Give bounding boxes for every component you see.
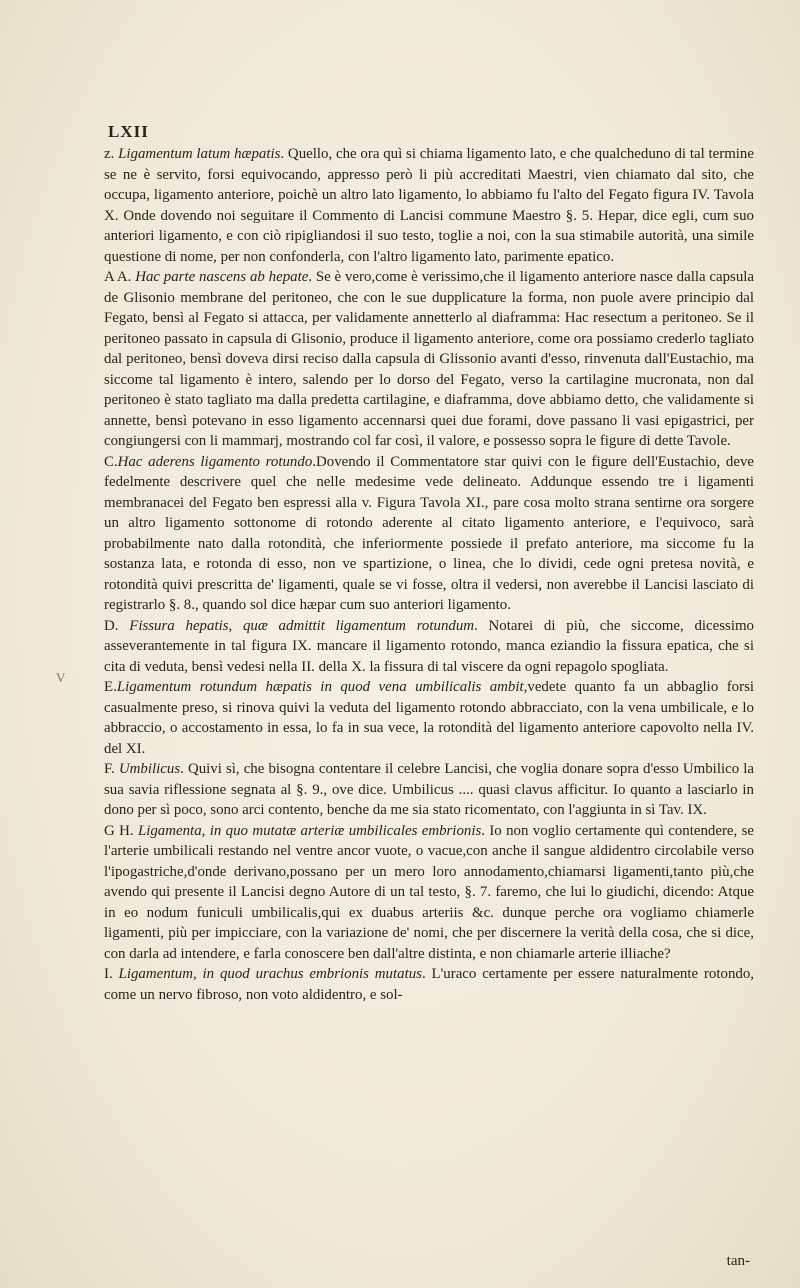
- paragraph-heading: Ligamentum rotundum hæpatis in quod vena umbilicalis ambit: [116, 679, 524, 695]
- paragraph-body: . Notarei di più, che siccome, dicessimo asseverantemente in tal figura IX. mancare il ligamento rotondo, manca eziandio la fissura epatica, che si cita di veduta, bensì vedesi nella II. della X. la fissura di tal viscere da ogni repagolo spogliata.: [104, 617, 754, 675]
- paragraph-f: F. Umbilicus. Quivi sì, che bisogna contentare il celebre Lancisi, che voglia donare sopra d'esso Umbilico la sua savia riflessione segnata al §. 9., ove dice. Umbilicus .... quasi clavus afficitur. Io quanto a lasciarlo in dono per sì poco, sono arci contento, benche da me sia stato ricomentato, con l'aggiunta in sì Tav. IX.: [104, 761, 754, 818]
- paragraph-heading: Ligamentum latum hæpatis: [118, 146, 281, 162]
- paragraph-heading: Hac parte nascens ab hepate: [135, 269, 309, 285]
- commentary-text: [104, 144, 754, 1005]
- paragraph-z: z. Ligamentum latum hæpatis. Quello, che ora quì si chiama ligamento lato, e che qualcheduno di tal termine se ne è servito, forsi equivocando, appresso però li più accreditati Maestri, vien chiamato dal sito, che occupa, ligamento anteriore, poichè un altro lato ligamento, lo abbiamo fu l'alto del Fegato figura IV. Tavola X. Onde dovendo noi seguitare il Commento di Lancisi commune Maestro §. 5. Hepar, dice egli, cum suo anteriori ligamento, e con ciò ripigliandosi il suo testo, toglie a noi, con la sua stimabile autorità, una simile questione di nome, per non confonderla, con l'altro ligamento lato, parimente epatico.: [104, 146, 754, 265]
- paragraph-heading: Fissura hepatis, quæ admittit ligamentum rotundum: [129, 617, 475, 634]
- paragraph-c: C.Hac aderens ligamento rotundo.Dovendo il Commentatore star quivi con le figure dell'Eustachio, deve fedelmente descrivere quel che nelle medesime vede delineato. Addunque essendo tre i ligamenti membranacei del Fegato ben espressi alla v. Figura Tavola XI., pare cosa molto strana sentirne ora sorgere un altro ligamento sottonome di rotondo aderente al citato ligamento anteriore, e l'equivoco, sarà probabilmente nato dalla rotondità, che inferiormente possiede il prefato anteriore, ma siccome fu la sostanza lata, e rotonda di esso, non ve spartizione, o linea, che lo dividi, cede ogni pretesa novità, e rotondità quivi prescritta de' ligamenti, quale se vi fosse, oltra il vedersi, non averebbe il Lancisi lasciato di registrarlo §. 8., quando sol dice hæpar cum suo anteriori ligamento.: [104, 453, 754, 613]
- paragraph-body: .Dovendo il Commentatore star quivi con le figure dell'Eustachio, deve fedelmente descrivere quel che nelle medesime vede delineato. Addunque essendo tre i ligamenti membranacei del Fegato ben espressi alla v. Figura Tavola XI., pare cosa molto strana sentirne ora sorgere un altro ligamento sottonome di rotondo aderente al citato ligamento anteriore, e l'equivoco, sarà probabilmente nato dalla rotondità, che inferiormente possiede il prefato anteriore, ma siccome fu la sostanza lata, e rotonda di esso, non ve spartizione, o linea, che lo dividi, cede ogni pretesa novità, e rotondità quivi prescritta de' ligamenti, quale se vi fosse, oltra il vedersi, non averebbe il Lancisi lasciato di registrarlo §. 8., quando sol dice hæpar cum suo anteriori ligamento.: [104, 453, 754, 613]
- paragraph-heading: Umbilicus: [118, 761, 181, 777]
- paragraph-d: D. Fissura hepatis, quæ admittit ligamentum rotundum. Notarei di più, che siccome, dicessimo asseverantemente in tal figura IX. mancare il ligamento rotondo, manca eziandio la fissura epatica, che si cita di veduta, bensì vedesi nella II. della X. la fissura di tal viscere da ogni repagolo spogliata.: [104, 617, 754, 675]
- paragraph-body: . Se è vero,come è verissimo,che il ligamento anteriore nasce dalla capsula de Glisonio membrane del peritoneo, che con le sue dupplicature la forma, non puole avere principio dal Fegato, bensì al Fegato si attacca, per validamente annetterlo al diaframma: Hac resectum a peritoneo. Se il peritoneo passato in capsula di Glisonio, produce il ligamento anteriore, come ora possiamo crederlo tagliato dal peritoneo, bensì doveva dirsi reciso dalla capsula di Glissonio avanti d'esso, rinvenuta dall'Eustachio, ma siccome tal ligamento è intero, salendo per lo dorso del Fegato, verso la cartilagine mucronata, non dal peritoneo è stato tagliato ma dalla predetta cartilagine, e diaframma, dove abbiamo detto, che validamente si annette, bensì potevano in esso ligamento accennarsi quei due forami, dove passano li vasi epigastrici, per congiungersi con li mammarj, mostrando col far così, il valore, e possesso sopra le figure di dette Tavole.: [104, 269, 755, 449]
- paragraph-e: E.Ligamentum rotundum hæpatis in quod vena umbilicalis ambit,vedete quanto fa un abbaglio forsi casualmente preso, si rinova quivi la veduta del ligamento rotondo abbracciato, con la vena umbilicale, e lo abbraccio, o accostamento in essa, lo fa in sua vece, la rotondità del ligamento anteriore capovolto nella IV. del XI.: [104, 679, 755, 757]
- paragraph-gh: G H. Ligamenta, in quo mutatæ arteriæ umbilicales embrionis. Io non voglio certamente quì contendere, se l'arterie umbilicali restando nel ventre ancor vuote, o vacue,con anche il sangue aldidentro circolabile verso l'ipogastriche,d'onde derivano,possano per un mero loro annodamento,chiamarsi ligamenti,tanto più,che avendo qui presente il Lancisi degno Autore di un tal testo, §. 7. faremo, che lui lo giudichi, dicendo: Atque in eo nodum funiculi umbilicalis,qui ex duabus arteriis &c. dunque perche ora vogliamo chiamerle ligamenti, più per impicciare, con la variazione de' nomi, che per discernere la verità della cosa, che si dice, con darla ad intendere, e farla conoscere ben dall'altre distinta, e non chiamarle arterie illiache?: [104, 822, 755, 962]
- page-number: LXII: [108, 122, 149, 141]
- paragraph-heading: Ligamenta, in quo mutatæ arteriæ umbilicales embrionis: [137, 822, 482, 839]
- paragraph-body: . Quello, che ora quì si chiama ligamento lato, e che qualcheduno di tal termine se ne è servito, forsi equivocando, appresso però li più accreditati Maestri, vien chiamato dal sito, che occupa, ligamento anteriore, poichè un altro lato ligamento, lo abbiamo fu l'alto del Fegato figura IV. Tavola X. Onde dovendo noi seguitare il Commento di Lancisi commune Maestro §. 5. Hepar, dice egli, cum suo anteriori ligamento, e con ciò ripigliandosi il suo testo, toglie a noi, con la sua stimabile autorità, una simile questione di nome, per non confonderla, con l'altro ligamento lato, parimente epatico.: [104, 146, 754, 265]
- catchword: tan-: [726, 1253, 750, 1269]
- paragraph-i: I. Ligamentum, in quod urachus embrionis mutatus. L'uraco certamente per essere naturalmente rotondo, come un nervo fibroso, non voto aldidentro, e sol-: [104, 966, 755, 1003]
- paragraph-body: ,vedete quanto fa un abbaglio forsi casualmente preso, si rinova quivi la veduta del ligamento rotondo abbracciato, con la vena umbilicale, e lo abbraccio, o accostamento in essa, lo fa in sua vece, la rotondità del ligamento anteriore capovolto nella IV. del XI.: [104, 679, 755, 757]
- paragraph-body: . L'uraco certamente per essere naturalmente rotondo, come un nervo fibroso, non voto aldidentro, e sol-: [104, 966, 755, 1003]
- margin-mark: V: [56, 670, 66, 685]
- paragraph-body: . Quivi sì, che bisogna contentare il celebre Lancisi, che voglia donare sopra d'esso Umbilico la sua savia riflessione segnata al §. 9., ove dice. Umbilicus .... quasi clavus afficitur. Io quanto a lasciarlo in dono per sì poco, sono arci contento, benche da me sia stato ricomentato, con l'aggiunta in sì Tav. IX.: [104, 761, 754, 818]
- paragraph-body: . Io non voglio certamente quì contendere, se l'arterie umbilicali restando nel ventre ancor vuote, o vacue,con anche il sangue aldidentro circolabile verso l'ipogastriche,d'onde derivano,possano per un mero loro annodamento,chiamarsi ligamenti,tanto più,che avendo qui presente il Lancisi degno Autore di un tal testo, §. 7. faremo, che lui lo giudichi, dicendo: Atque in eo nodum funiculi umbilicalis,qui ex duabus arteriis &c. dunque perche ora vogliamo chiamerle ligamenti, più per impicciare, con la variazione de' nomi, che per discernere la verità della cosa, che si dice, con darla ad intendere, e farla conoscere ben dall'altre distinta, e non chiamarle arterie illiache?: [104, 822, 755, 962]
- paragraph-heading: Ligamentum, in quod urachus embrionis mutatus: [118, 966, 422, 982]
- paragraph-heading: Hac aderens ligamento rotundo: [117, 453, 313, 470]
- paragraph-aa: A A. Hac parte nascens ab hepate. Se è vero,come è verissimo,che il ligamento anteriore nasce dalla capsula de Glisonio membrane del peritoneo, che con le sue dupplicature la forma, non puole avere principio dal Fegato, bensì al Fegato si attacca, per validamente annetterlo al diaframma: Hac resectum a peritoneo. Se il peritoneo passato in capsula di Glisonio, produce il ligamento anteriore, come ora possiamo crederlo tagliato dal peritoneo, bensì doveva dirsi reciso dalla capsula di Glissonio avanti d'esso, rinvenuta dall'Eustachio, ma siccome tal ligamento è intero, salendo per lo dorso del Fegato, verso la cartilagine mucronata, non dal peritoneo è stato tagliato ma dalla predetta cartilagine, e diaframma, dove abbiamo detto, che validamente si annette, bensì potevano in esso ligamento accennarsi quei due forami, dove passano li vasi epigastrici, per congiungersi con li mammarj, mostrando col far così, il valore, e possesso sopra le figure di dette Tavole.: [104, 269, 755, 449]
